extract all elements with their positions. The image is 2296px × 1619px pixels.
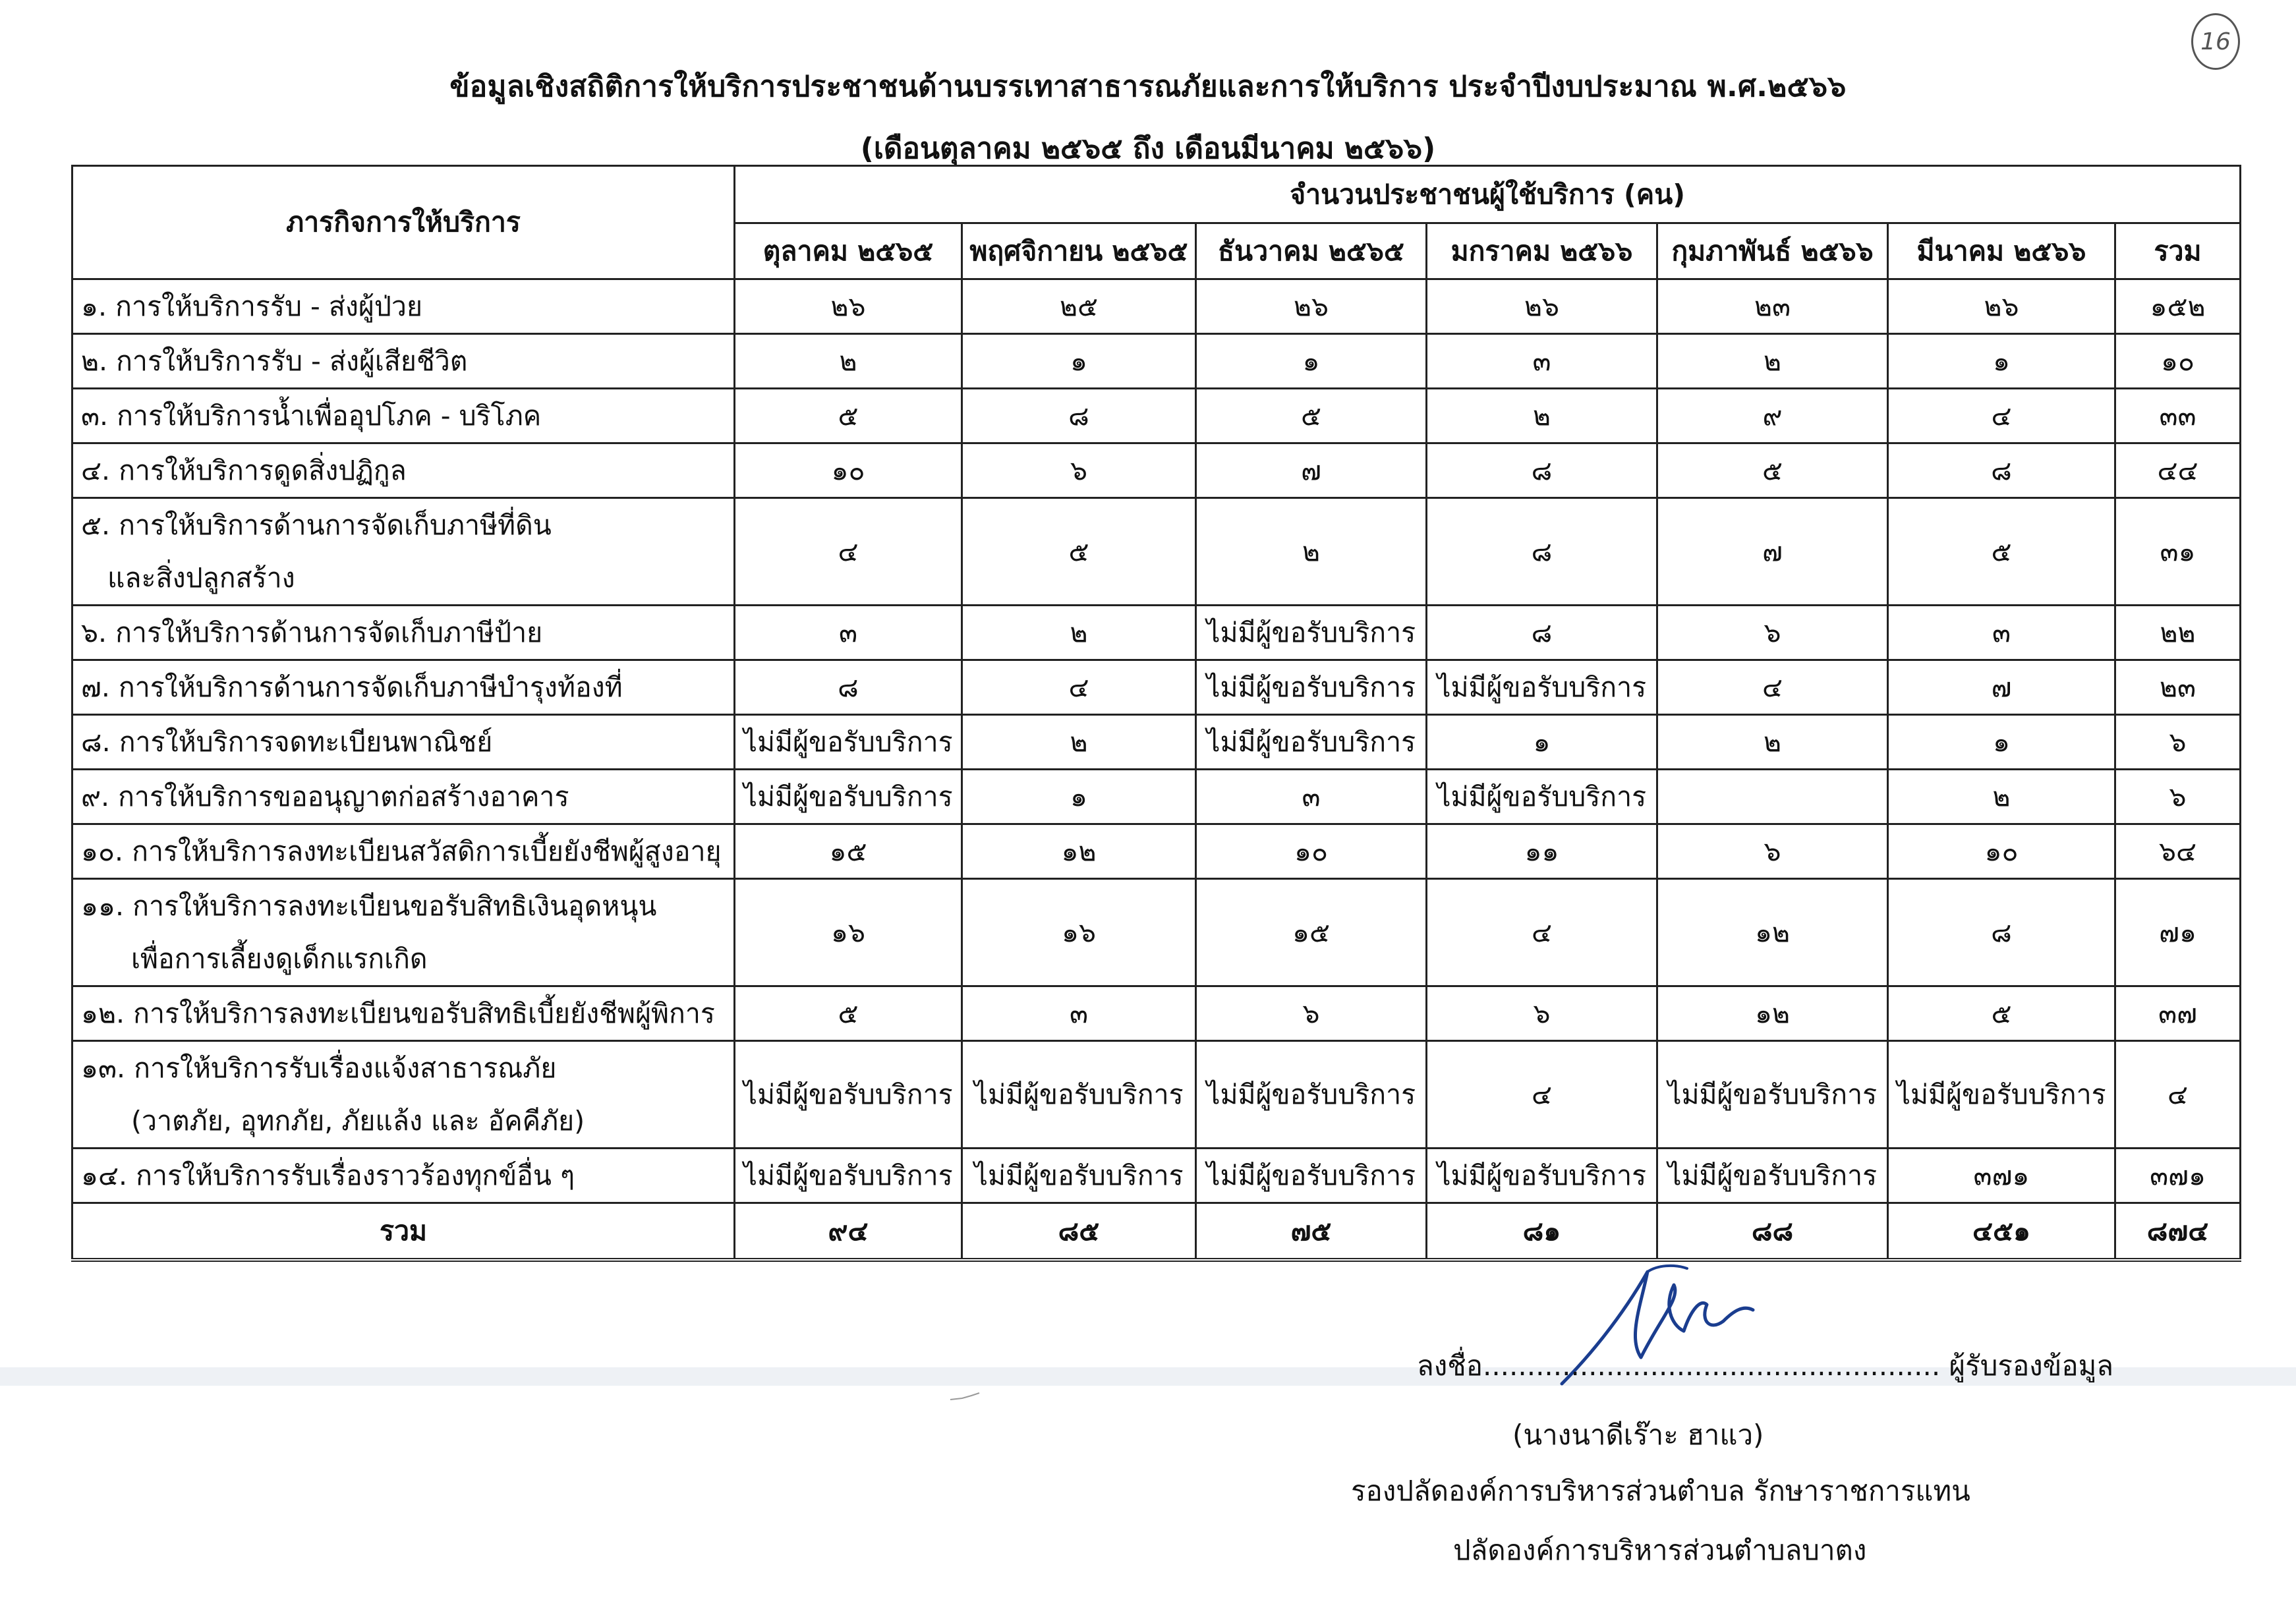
value-cell: ไม่มีผู้ขอรับบริการ [1196, 660, 1427, 715]
value-cell: ๓ [1888, 606, 2115, 660]
value-cell: ๑ [962, 334, 1196, 389]
row-label-line: เพื่อการเลี้ยงดูเด็กแรกเกิด [131, 943, 428, 975]
row-label-line: ๓. การให้บริการน้ำเพื่ออุปโภค - บริโภค [81, 400, 542, 432]
row-label-line: ๒. การให้บริการรับ - ส่งผู้เสียชีวิต [81, 345, 468, 377]
row-total-cell: ๖ [2115, 770, 2241, 824]
row-total-cell: ๖๔ [2115, 824, 2241, 879]
value-cell: ๓ [962, 986, 1196, 1041]
value-cell: ไม่มีผู้ขอรับบริการ [1196, 606, 1427, 660]
value-cell: ๑ [1427, 715, 1657, 770]
total-cell: ๔๕๑ [1888, 1203, 2115, 1261]
value-cell: ๑ [962, 770, 1196, 824]
row-label-line: ๕. การให้บริการด้านการจัดเก็บภาษีที่ดิน [81, 509, 552, 541]
value-cell: ๕ [1196, 389, 1427, 443]
value-cell: ๘ [1888, 443, 2115, 498]
value-cell: ไม่มีผู้ขอรับบริการ [1196, 1149, 1427, 1203]
value-cell: ๑๐ [1196, 824, 1427, 879]
value-cell: ไม่มีผู้ขอรับบริการ [1427, 1149, 1657, 1203]
value-cell: ๑๒ [962, 824, 1196, 879]
totals-label: รวม [72, 1203, 735, 1261]
value-cell: ๖ [1196, 986, 1427, 1041]
value-cell: ไม่มีผู้ขอรับบริการ [735, 715, 962, 770]
signer-name: (นางนาดีเร๊าะ ฮาแว) [1512, 1419, 1764, 1451]
row-label-line: ๔. การให้บริการดูดสิ่งปฏิกูล [81, 455, 407, 486]
total-cell: ๗๕ [1196, 1203, 1427, 1261]
header-people-count: จำนวนประชาชนผู้ใช้บริการ (คน) [735, 166, 2241, 223]
value-cell: ๕ [962, 498, 1196, 606]
total-cell: ๘๗๔ [2115, 1203, 2241, 1261]
value-cell: ไม่มีผู้ขอรับบริการ [1888, 1041, 2115, 1149]
row-total-cell: ๓๑ [2115, 498, 2241, 606]
table-row [72, 279, 2241, 334]
value-cell: ๑ [1888, 334, 2115, 389]
value-cell: ๔ [1657, 660, 1888, 715]
totals-row [72, 1203, 2241, 1261]
value-cell: ๕ [735, 986, 962, 1041]
row-total-cell: ๑๕๒ [2115, 279, 2241, 334]
value-cell: ๕ [1888, 498, 2115, 606]
row-label [72, 1041, 735, 1149]
value-cell: ไม่มีผู้ขอรับบริการ [735, 1149, 962, 1203]
value-cell: ๘ [1427, 443, 1657, 498]
value-cell: ๔ [735, 498, 962, 606]
row-total-cell: ๔ [2115, 1041, 2241, 1149]
value-cell: ไม่มีผู้ขอรับบริการ [1657, 1149, 1888, 1203]
header-month: ธันวาคม ๒๕๖๕ [1196, 223, 1427, 279]
row-label-line: ๙. การให้บริการขออนุญาตก่อสร้างอาคาร [81, 781, 569, 812]
value-cell: ๒ [1427, 389, 1657, 443]
header-month: ตุลาคม ๒๕๖๕ [735, 223, 962, 279]
row-total-cell: ๓๓ [2115, 389, 2241, 443]
value-cell: ไม่มีผู้ขอรับบริการ [962, 1149, 1196, 1203]
value-cell: ๕ [1657, 443, 1888, 498]
row-label [72, 334, 735, 389]
row-label [72, 389, 735, 443]
value-cell: ๒๓ [1657, 279, 1888, 334]
value-cell: ๓ [1196, 770, 1427, 824]
value-cell: ๓ [735, 606, 962, 660]
row-label-line: ๑๒. การให้บริการลงทะเบียนขอรับสิทธิเบี้ยยังชีพผู้พิการ [81, 998, 715, 1029]
value-cell: ๓๗๑ [1888, 1149, 2115, 1203]
value-cell: ๑๖ [735, 879, 962, 986]
row-total-cell: ๔๔ [2115, 443, 2241, 498]
scan-speck [949, 1390, 982, 1404]
row-total-cell: ๖ [2115, 715, 2241, 770]
header-month: พฤศจิกายน ๒๕๖๕ [962, 223, 1196, 279]
row-label [72, 986, 735, 1041]
value-cell: ไม่มีผู้ขอรับบริการ [1196, 715, 1427, 770]
row-total-cell: ๑๐ [2115, 334, 2241, 389]
page-number: 16 [2191, 13, 2240, 70]
row-label [72, 498, 735, 606]
table-row [72, 443, 2241, 498]
row-label-line: (วาตภัย, อุทกภัย, ภัยแล้ง และ อัคคีภัย) [131, 1105, 585, 1137]
value-cell: ๒๖ [1196, 279, 1427, 334]
total-cell: ๘๕ [962, 1203, 1196, 1261]
value-cell: ๑๑ [1427, 824, 1657, 879]
value-cell: ๑๐ [1888, 824, 2115, 879]
total-cell: ๙๔ [735, 1203, 962, 1261]
value-cell: ๖ [1427, 986, 1657, 1041]
row-label [72, 279, 735, 334]
row-label [72, 879, 735, 986]
row-label-line: ๑๐. การให้บริการลงทะเบียนสวัสดิการเบี้ยยังชีพผู้สูงอายุ [81, 836, 722, 867]
row-label-line: ๑. การให้บริการรับ - ส่งผู้ป่วย [81, 291, 422, 322]
value-cell [1657, 770, 1888, 824]
row-label [72, 1149, 735, 1203]
header-month: มกราคม ๒๕๖๖ [1427, 223, 1657, 279]
row-total-cell: ๒๓ [2115, 660, 2241, 715]
value-cell: ๒ [1657, 715, 1888, 770]
table-row [72, 389, 2241, 443]
row-total-cell: ๓๗๑ [2115, 1149, 2241, 1203]
value-cell: ๘ [962, 389, 1196, 443]
value-cell: ๖ [962, 443, 1196, 498]
value-cell: ๗ [1196, 443, 1427, 498]
value-cell: ไม่มีผู้ขอรับบริการ [1427, 770, 1657, 824]
value-cell: ๒ [1196, 498, 1427, 606]
value-cell: ๑๕ [735, 824, 962, 879]
value-cell: ๒ [1657, 334, 1888, 389]
value-cell: ๑๕ [1196, 879, 1427, 986]
row-label-line: ๗. การให้บริการด้านการจัดเก็บภาษีบำรุงท้องที่ [81, 671, 623, 703]
table-row [72, 1149, 2241, 1203]
row-total-cell: ๒๒ [2115, 606, 2241, 660]
table-row [72, 715, 2241, 770]
value-cell: ๑ [1888, 715, 2115, 770]
row-label-line: ๑๔. การให้บริการรับเรื่องราวร้องทุกข์อื่น ๆ [81, 1160, 575, 1191]
row-label [72, 443, 735, 498]
value-cell: ๔ [962, 660, 1196, 715]
row-label [72, 824, 735, 879]
row-label-line: ๖. การให้บริการด้านการจัดเก็บภาษีป้าย [81, 617, 543, 648]
total-cell: ๘๑ [1427, 1203, 1657, 1261]
signer-position-2: ปลัดองค์การบริหารส่วนตำบลบาตง [1453, 1534, 1867, 1566]
row-total-cell: ๗๑ [2115, 879, 2241, 986]
value-cell: ๕ [1888, 986, 2115, 1041]
value-cell: ๑๒ [1657, 879, 1888, 986]
row-label [72, 770, 735, 824]
header-mission: ภารกิจการให้บริการ [72, 166, 735, 279]
value-cell: ๑๐ [735, 443, 962, 498]
value-cell: ๔ [1427, 1041, 1657, 1149]
value-cell: ๔ [1888, 389, 2115, 443]
value-cell: ๑๒ [1657, 986, 1888, 1041]
value-cell: ๘ [1427, 498, 1657, 606]
table-row [72, 770, 2241, 824]
value-cell: ๒ [962, 715, 1196, 770]
document-title: ข้อมูลเชิงสถิติการให้บริการประชาชนด้านบรรเทาสาธารณภัยและการให้บริการ ประจำปีงบประมาณ พ.ศ.๒๕๖๖ [449, 70, 1847, 103]
row-label [72, 715, 735, 770]
value-cell: ๗ [1657, 498, 1888, 606]
row-label [72, 660, 735, 715]
value-cell: ๕ [735, 389, 962, 443]
document-subtitle: (เดือนตุลาคม ๒๕๖๕ ถึง เดือนมีนาคม ๒๕๖๖) [860, 132, 1436, 165]
value-cell: ๘ [735, 660, 962, 715]
value-cell: ๒ [735, 334, 962, 389]
row-label [72, 606, 735, 660]
value-cell: ๔ [1427, 879, 1657, 986]
table-row [72, 334, 2241, 389]
value-cell: ๒๖ [1427, 279, 1657, 334]
value-cell: ๒ [1888, 770, 2115, 824]
value-cell: ๘ [1888, 879, 2115, 986]
value-cell: ไม่มีผู้ขอรับบริการ [962, 1041, 1196, 1149]
row-label-line: และสิ่งปลูกสร้าง [107, 562, 295, 594]
value-cell: ไม่มีผู้ขอรับบริการ [1196, 1041, 1427, 1149]
row-label-line: ๘. การให้บริการจดทะเบียนพาณิชย์ [81, 726, 493, 758]
value-cell: ๓ [1427, 334, 1657, 389]
value-cell: ไม่มีผู้ขอรับบริการ [735, 770, 962, 824]
value-cell: ๑ [1196, 334, 1427, 389]
value-cell: ๒๕ [962, 279, 1196, 334]
row-total-cell: ๓๗ [2115, 986, 2241, 1041]
value-cell: ๙ [1657, 389, 1888, 443]
value-cell: ไม่มีผู้ขอรับบริการ [1657, 1041, 1888, 1149]
value-cell: ๗ [1888, 660, 2115, 715]
table-row [72, 498, 2241, 606]
value-cell: ๑๖ [962, 879, 1196, 986]
value-cell: ไม่มีผู้ขอรับบริการ [735, 1041, 962, 1149]
table-row [72, 606, 2241, 660]
header-month: รวม [2115, 223, 2241, 279]
value-cell: ๒๖ [1888, 279, 2115, 334]
table-row [72, 879, 2241, 986]
value-cell: ๖ [1657, 606, 1888, 660]
value-cell: ๒ [962, 606, 1196, 660]
value-cell: ๒๖ [735, 279, 962, 334]
row-label-line: ๑๓. การให้บริการรับเรื่องแจ้งสาธารณภัย [81, 1052, 557, 1084]
statistics-table [71, 165, 2241, 1262]
signer-position-1: รองปลัดองค์การบริหารส่วนตำบล รักษาราชการแทน [1351, 1475, 1970, 1507]
value-cell: ไม่มีผู้ขอรับบริการ [1427, 660, 1657, 715]
value-cell: ๖ [1657, 824, 1888, 879]
table-row [72, 1041, 2241, 1149]
table-row [72, 824, 2241, 879]
row-label-line: ๑๑. การให้บริการลงทะเบียนขอรับสิทธิเงินอุดหนุน [81, 890, 657, 922]
header-month: มีนาคม ๒๕๖๖ [1888, 223, 2115, 279]
value-cell: ๘ [1427, 606, 1657, 660]
header-month: กุมภาพันธ์ ๒๕๖๖ [1657, 223, 1888, 279]
table-row [72, 986, 2241, 1041]
total-cell: ๘๘ [1657, 1203, 1888, 1261]
table-row [72, 660, 2241, 715]
signature-line: ลงชื่อ.................................................... ผู้รับรองข้อมูล [1417, 1349, 2114, 1382]
